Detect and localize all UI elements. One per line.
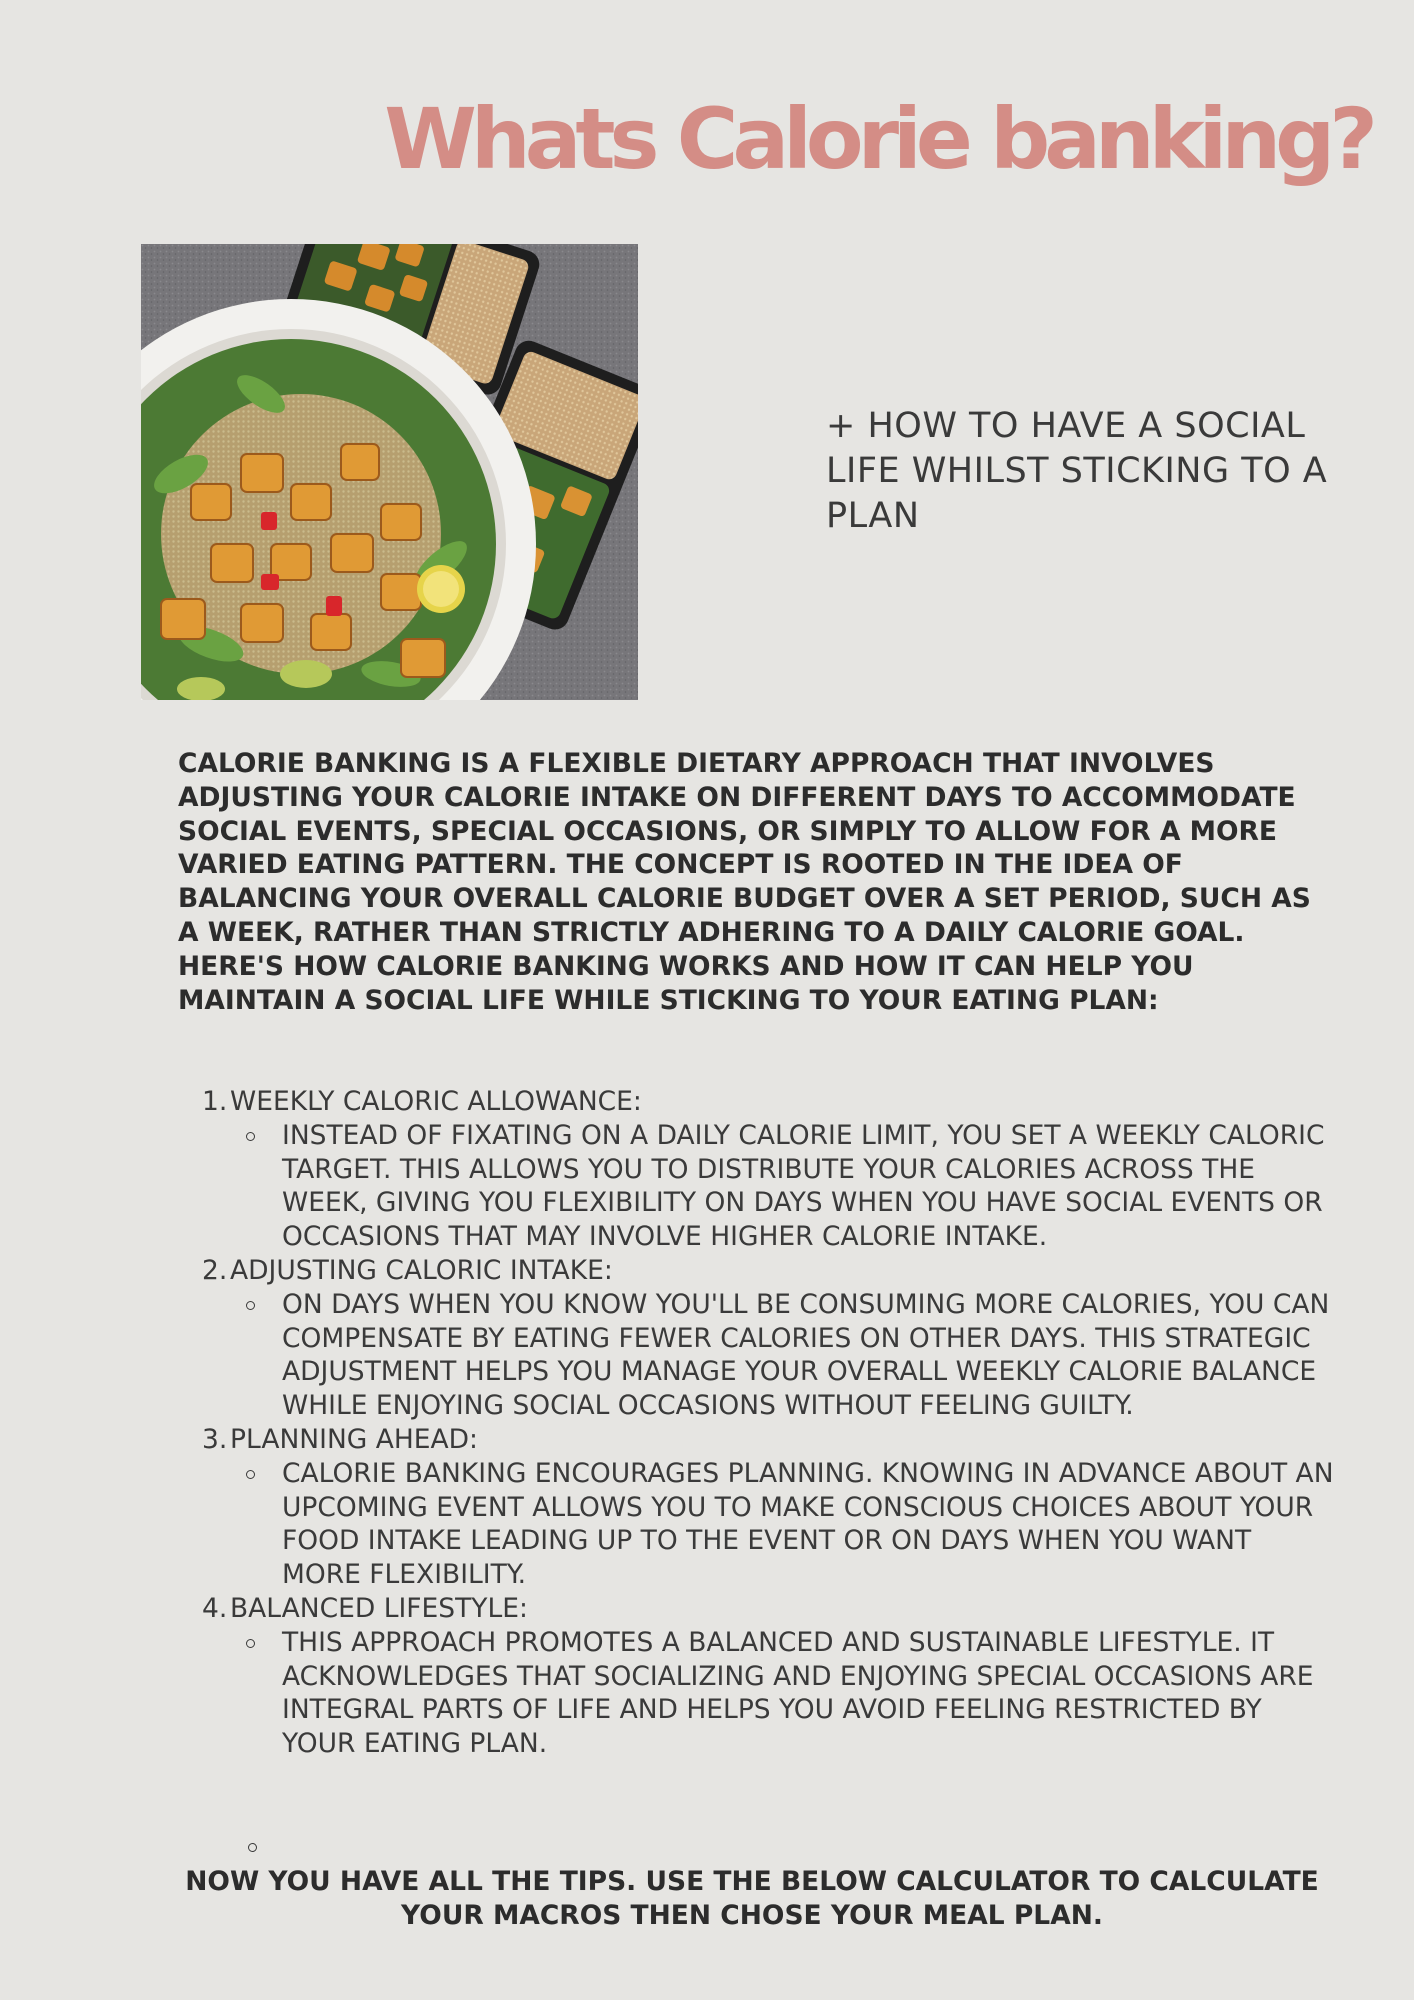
page-subtitle: + HOW TO HAVE A SOCIAL LIFE WHILST STICKING TO A PLAN — [826, 406, 1328, 536]
step-heading: BALANCED LIFESTYLE: — [230, 1592, 528, 1624]
step-detail — [230, 1457, 1338, 1592]
step-detail-text: CALORIE BANKING ENCOURAGES PLANNING. KNOWING IN ADVANCE ABOUT AN UPCOMING EVENT ALLOWS YOU TO MAKE CONSCIOUS CHOICES ABOUT YOUR FOOD INTAKE LEADING UP TO THE EVENT OR ON DAYS WHEN YOU WANT MORE FLEXIBILITY. — [282, 1457, 1334, 1591]
intro-paragraph: CALORIE BANKING IS A FLEXIBLE DIETARY APPROACH THAT INVOLVES ADJUSTING YOUR CALORIE INTAKE ON DIFFERENT DAYS TO ACCOMMODATE SOCIAL EVENTS, SPECIAL OCCASIONS, OR SIMPLY TO ALLOW FOR A MORE VARIED EATING PATTERN. THE CONCEPT IS ROOTED IN THE IDEA OF BALANCING YOUR OVERALL CALORIE BUDGET OVER A SET PERIOD, SUCH AS A WEEK, RATHER THAN STRICTLY ADHERING TO A DAILY CALORIE GOAL. — [178, 748, 1311, 948]
step-detail-list — [230, 1626, 1338, 1761]
step-item — [178, 1423, 1338, 1592]
bullet-icon — [246, 1132, 255, 1141]
step-number: 3. — [202, 1423, 228, 1455]
step-detail-list — [230, 1288, 1338, 1423]
step-heading: PLANNING AHEAD: — [230, 1423, 478, 1455]
bullet-icon — [246, 1301, 255, 1310]
bullet-icon — [246, 1470, 255, 1479]
step-item — [178, 1254, 1338, 1423]
step-detail-text: ON DAYS WHEN YOU KNOW YOU'LL BE CONSUMING MORE CALORIES, YOU CAN COMPENSATE BY EATING FEWER CALORIES ON OTHER DAYS. THIS STRATEGIC ADJUSTMENT HELPS YOU MANAGE YOUR OVERALL WEEKLY CALORIE BALANCE WHILE ENJOYING SOCIAL OCCASIONS WITHOUT FEELING GUILTY. — [282, 1288, 1330, 1422]
steps-list — [178, 1085, 1338, 1761]
step-number: 4. — [202, 1592, 228, 1624]
closing-call-to-action: NOW YOU HAVE ALL THE TIPS. USE THE BELOW CALCULATOR TO CALCULATE YOUR MACROS THEN CHOSE YOUR MEAL PLAN. — [185, 1866, 1319, 1931]
meal-photo — [141, 244, 638, 700]
step-detail — [230, 1288, 1338, 1423]
step-number: 1. — [202, 1086, 228, 1117]
step-heading: ADJUSTING CALORIC INTAKE: — [230, 1254, 613, 1286]
intro-lead-in: HERE'S HOW CALORIE BANKING WORKS AND HOW IT CAN HELP YOU MAINTAIN A SOCIAL LIFE WHILE STICKING TO YOUR EATING PLAN: — [178, 950, 1194, 1016]
bullet-icon — [246, 1639, 255, 1648]
step-detail-text: THIS APPROACH PROMOTES A BALANCED AND SUSTAINABLE LIFESTYLE. IT ACKNOWLEDGES THAT SOCIALIZING AND ENJOYING SPECIAL OCCASIONS ARE INTEGRAL PARTS OF LIFE AND HELPS YOU AVOID FEELING RESTRICTED BY YOUR EATING PLAN. — [282, 1626, 1314, 1760]
empty-bullet-icon — [248, 1843, 257, 1852]
step-item — [178, 1085, 1338, 1254]
page-title: Whats Calorie banking? — [384, 90, 1372, 188]
step-detail — [230, 1626, 1338, 1761]
step-number: 2. — [202, 1254, 228, 1286]
intro-section — [178, 747, 1338, 1017]
step-detail — [230, 1119, 1338, 1254]
step-detail-list — [230, 1119, 1338, 1254]
step-heading: WEEKLY CALORIC ALLOWANCE: — [230, 1086, 642, 1117]
step-item — [178, 1592, 1338, 1761]
step-detail-text: INSTEAD OF FIXATING ON A DAILY CALORIE LIMIT, YOU SET A WEEKLY CALORIC TARGET. THIS ALLOWS YOU TO DISTRIBUTE YOUR CALORIES ACROSS THE WEEK, GIVING YOU FLEXIBILITY ON DAYS WHEN YOU HAVE SOCIAL EVENTS OR OCCASIONS THAT MAY INVOLVE HIGHER CALORIE INTAKE. — [282, 1119, 1325, 1253]
step-detail-list — [230, 1457, 1338, 1592]
